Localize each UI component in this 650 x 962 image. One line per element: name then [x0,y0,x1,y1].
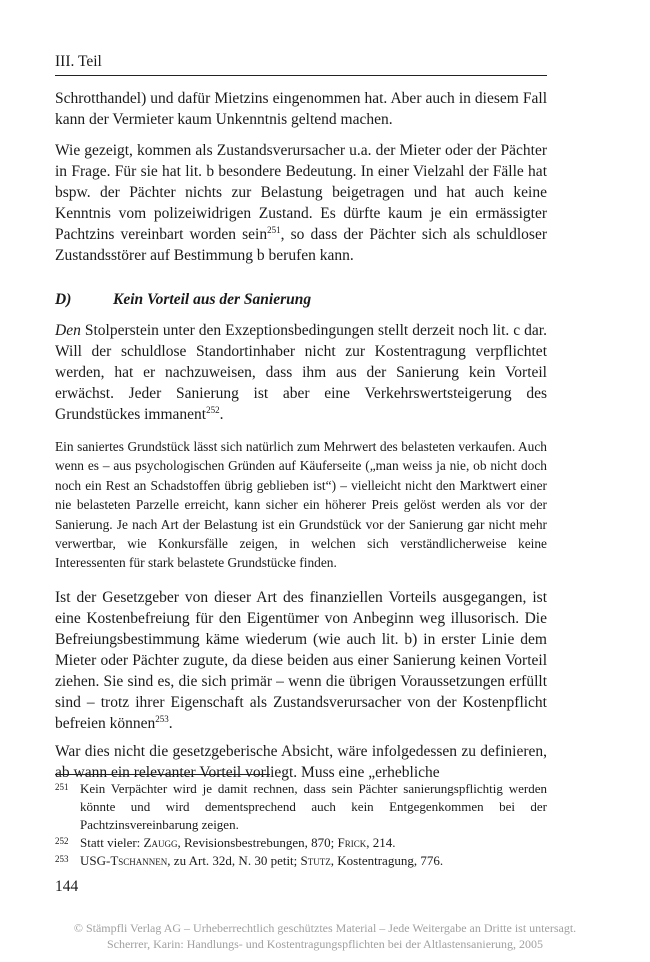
paragraph-text-tail: , so dass der Pächter sich als schuldloser Zustandsstörer auf Bestimmung b berufen kann. [55,226,547,264]
page-body [55,88,547,790]
paragraph-intent: War dies nicht die gesetzgeberische Absicht, wäre infolgedessen zu definieren, ab wann ein relevanter Vorteil vorliegt. Muss eine „erhebliche [55,742,547,781]
header-rule [55,75,547,76]
footnote-middle: , Revisionsbestrebungen, 870; [177,835,338,850]
citation-line: Scherrer, Karin: Handlungs- und Kostentragungspflichten bei der Altlastensanierung, 2005 [106,937,544,951]
paragraph-text-tail: . [219,406,224,423]
paragraph-section-intro [55,320,547,425]
copyright-line: © Stämpfli Verlag AG – Urheberrechtlich geschütztes Material – Jede Weitergabe an Dritte ist untersagt. [73,921,577,935]
paragraph-text: Ist der Gesetzgeber von dieser Art des finanziellen Vorteils ausgegangen, ist eine Kostenbefreiung für den Eigentümer von Anbeginn weg illusorisch. Die Befreiungsbestimmung käme wiederum (wie auch lit. b) in erster Linie dem Mieter oder Pächter zugute, da diese beiden aus einer Sanierung keinen Vorteil ziehen. Sie sind es, die sich primär – wenn die übrigen Voraussetzungen erfüllt sind – trotz ihrer Eigenschaft als Zustandsverursacher von der Kostenpflicht befreien können [55,588,547,732]
footnote-text [80,852,547,870]
section-title: Kein Vorteil aus der Sanierung [113,291,312,308]
footnote-suffix: , 214. [366,835,396,850]
footnote-ref-252[interactable]: 252 [206,405,220,415]
copyright-notice [0,920,650,952]
page-number: 144 [55,878,79,895]
paragraph-lead-word: Den [55,322,81,339]
paragraph-continuation: Schrotthandel) und dafür Mietzins eingenommen hat. Aber auch in diesem Fall kann der Vermieter kaum Unkenntnis geltend machen. [55,90,547,128]
paragraph-legislator [55,587,547,734]
paragraph-text: Wie gezeigt, kommen als Zustandsverursacher u.a. der Mieter oder der Pächter in Frage. Für sie hat lit. b besondere Bedeutung. In einer Vielzahl der Fälle hat bspw. der Pächter nichts zur Belastung beigetragen und hat auch keine Kenntnis vom polizeiwidrigen Zustand. Es dürfte kaum je ein ermässigter Pachtzins vereinbart worden sein [55,142,547,243]
footnote-author: Stutz [300,853,331,868]
small-print-paragraph: Ein saniertes Grundstück lässt sich natürlich zum Mehrwert des belasteten verkaufen. Auch wenn es – aus psychologischen Gründen auf Käuferseite („man weiss ja nie, ob nicht doch noch ein Rest an Schadstoffen übrig geblieben ist“) – vielleicht nicht den Marktwert einer nie belasteten Parzelle erreicht, kann sicher ein höherer Preis gelöst werden als vor der Sanierung. Je nach Art der Belastung ist ein Grundstück vor der Sanierung gar nicht mehr verwertbar, wie Konkursfälle zeigen, in welchen sich verständlicherweise keine Interessenten für stark belastete Grundstücke finden. [55,439,547,571]
footnote-number: 252 [55,836,69,846]
footnote-251 [55,780,547,834]
footnote-author: Frick [337,835,367,850]
footnote-253 [55,852,547,870]
footnote-prefix: USG- [80,853,111,868]
footnote-rule [55,774,270,775]
section-heading [55,290,547,310]
footnotes [55,780,547,870]
footnote-middle: , zu Art. 32d, N. 30 petit; [167,853,301,868]
paragraph-tenant [55,140,547,266]
footnote-text [80,834,547,852]
paragraph-text: Stolperstein unter den Exzeptionsbedingungen stellt derzeit noch lit. c dar. Will der schuldlose Standortinhaber nicht zur Kostentragung verpflichtet werden, hat er nachzuweisen, dass ihm aus der Sanierung kein Vorteil erwächst. Jeder Sanierung ist aber eine Verkehrswertsteigerung des Grundstückes immanent [55,322,547,423]
footnote-252 [55,834,547,852]
footnote-number: 251 [55,782,69,792]
footnote-author: Zaugg [143,835,178,850]
section-number: D) [55,291,72,308]
footnote-author: Tschannen [110,853,168,868]
footnote-prefix: Statt vieler: [80,835,144,850]
footnote-ref-253[interactable]: 253 [155,713,169,724]
paragraph-text-tail: . [168,714,173,732]
footnote-number: 253 [55,854,69,864]
footnote-text: Kein Verpächter wird je damit rechnen, dass sein Pächter sanierungspflichtig werden könnte und wird dementsprechend auch kein Entgegenkommen bei der Pachtzinsvereinbarung zeigen. [80,781,547,832]
footnote-suffix: , Kostentragung, 776. [330,853,444,868]
footnote-ref-251[interactable]: 251 [267,225,281,235]
running-header: III. Teil [55,53,102,70]
